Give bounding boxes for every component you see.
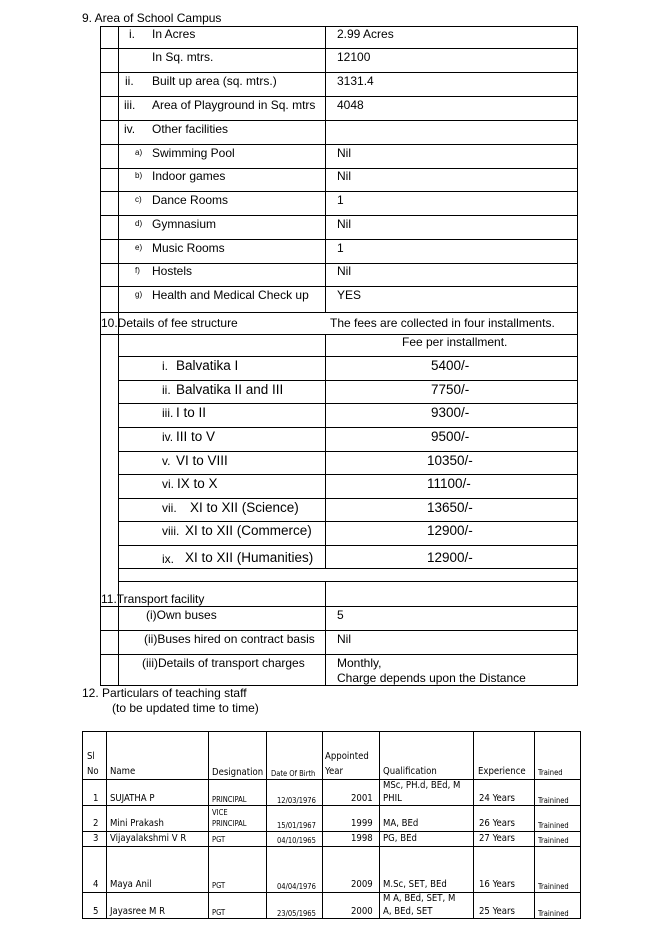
staff-trained: Trainined xyxy=(538,796,569,805)
transport-value: 5 xyxy=(337,608,344,622)
staff-no: 5 xyxy=(93,906,99,917)
fee-row-amount: 13650/- xyxy=(427,500,473,515)
fee-row-class: I to II xyxy=(176,405,207,420)
header-experience: Experience xyxy=(478,766,526,777)
row-number: iv. xyxy=(124,122,136,136)
row-number: c) xyxy=(135,195,142,204)
section-12-subtitle: (to be updated time to time) xyxy=(112,701,259,715)
header-appointed: Appointed xyxy=(325,751,369,762)
header-year: Year xyxy=(325,766,343,777)
row-number: b) xyxy=(135,171,143,180)
staff-dob: 04/10/1965 xyxy=(277,836,316,845)
staff-dob: 04/04/1976 xyxy=(277,882,316,891)
transport-value-detail: Charge depends upon the Distance xyxy=(337,671,526,685)
row-value: Nil xyxy=(337,169,351,183)
fee-row-amount: 9300/- xyxy=(431,405,470,420)
header-designation: Designation xyxy=(212,767,264,778)
staff-experience: 27 Years xyxy=(479,833,516,844)
staff-experience: 16 Years xyxy=(479,879,516,890)
row-value: 3131.4 xyxy=(337,74,374,88)
staff-year: 2001 xyxy=(351,793,373,804)
row-number: ii. xyxy=(125,74,134,88)
fee-note-per-installment: Fee per installment. xyxy=(402,335,508,349)
staff-designation: PRINCIPAL xyxy=(212,795,247,804)
fee-note-installments: The fees are collected in four installments. xyxy=(330,316,555,330)
fee-row-amount: 5400/- xyxy=(431,358,470,373)
staff-experience: 26 Years xyxy=(479,818,516,829)
header-qualification: Qualification xyxy=(383,766,437,777)
row-value: Nil xyxy=(337,146,351,160)
staff-qualification: PHIL xyxy=(383,793,402,804)
row-value: 4048 xyxy=(337,98,364,112)
staff-name: Vijayalakshmi V R xyxy=(110,833,187,844)
staff-designation: VICE xyxy=(212,808,228,817)
staff-qualification: M.Sc, SET, BEd xyxy=(383,879,447,890)
row-label: In Sq. mtrs. xyxy=(152,50,214,64)
transport-value: Monthly, xyxy=(337,656,382,670)
fee-row-number: v. xyxy=(162,454,171,468)
fee-row-number: vi. xyxy=(162,477,174,491)
staff-qualification: MA, BEd xyxy=(383,818,419,829)
transport-value: Nil xyxy=(337,632,351,646)
row-number: a) xyxy=(135,148,143,157)
fee-row-amount: 10350/- xyxy=(427,453,473,468)
header-dob: Date Of Birth xyxy=(271,769,316,778)
header-sl: Sl xyxy=(87,751,95,762)
row-value: Nil xyxy=(337,217,351,231)
staff-experience: 25 Years xyxy=(479,906,516,917)
row-label: Dance Rooms xyxy=(152,193,229,207)
row-label: In Acres xyxy=(152,27,196,41)
fee-row-class: VI to VIII xyxy=(176,453,228,468)
fee-row-number: viii. xyxy=(162,524,180,538)
fee-row-number: ii. xyxy=(162,383,171,397)
transport-label: (iii)Details of transport charges xyxy=(142,656,305,670)
staff-no: 4 xyxy=(93,879,99,890)
fee-row-class: XI to XII (Science) xyxy=(190,500,299,515)
fee-row-class: XI to XII (Commerce) xyxy=(185,523,312,538)
staff-qualification: MSc, PH.d, BEd, M xyxy=(383,780,461,791)
staff-trained: Trainined xyxy=(538,909,569,918)
staff-dob: 15/01/1967 xyxy=(277,821,316,830)
staff-trained: Trainined xyxy=(538,882,569,891)
row-value: 2.99 Acres xyxy=(337,27,394,41)
fee-row-number: ix. xyxy=(162,552,174,566)
staff-name: Mini Prakash xyxy=(110,818,164,829)
staff-trained: Trainined xyxy=(538,836,569,845)
staff-designation: PGT xyxy=(212,881,226,890)
staff-year: 2000 xyxy=(351,906,373,917)
section-10-title: 10.Details of fee structure xyxy=(101,316,238,330)
fee-row-amount: 11100/- xyxy=(427,476,471,491)
staff-no: 2 xyxy=(93,818,99,829)
staff-no: 1 xyxy=(93,793,99,804)
staff-year: 2009 xyxy=(351,879,373,890)
staff-name: Jayasree M R xyxy=(110,906,166,917)
row-number: d) xyxy=(135,219,143,228)
fee-row-class: Balvatika I xyxy=(176,358,239,373)
row-label: Gymnasium xyxy=(152,217,217,231)
staff-qualification: PG, BEd xyxy=(383,833,417,844)
section-12-title: 12. Particulars of teaching staff xyxy=(82,686,247,700)
header-no: No xyxy=(87,766,99,777)
fee-row-class: XI to XII (Humanities) xyxy=(185,550,314,565)
staff-name: Maya Anil xyxy=(110,879,152,890)
row-label: Area of Playground in Sq. mtrs xyxy=(152,98,316,112)
row-label: Other facilities xyxy=(152,122,229,136)
row-number: e) xyxy=(135,243,143,252)
staff-designation: PGT xyxy=(212,835,226,844)
row-number: f) xyxy=(135,266,140,275)
transport-label: (ii)Buses hired on contract basis xyxy=(144,632,315,646)
fee-row-amount: 12900/- xyxy=(427,550,473,565)
row-value: 1 xyxy=(337,193,344,207)
fee-row-amount: 7750/- xyxy=(431,382,470,397)
row-label: Built up area (sq. mtrs.) xyxy=(152,74,277,88)
fee-row-number: iii. xyxy=(162,406,174,420)
staff-designation: PGT xyxy=(212,908,226,917)
fee-row-class: Balvatika II and III xyxy=(176,382,284,397)
row-value: 12100 xyxy=(337,50,371,64)
section-11-title: 11.Transport facility xyxy=(101,592,205,606)
fee-row-number: vii. xyxy=(162,501,177,515)
header-name: Name xyxy=(110,766,136,777)
staff-qualification: M A, BEd, SET, M xyxy=(383,893,456,904)
fee-row-number: iv. xyxy=(162,430,174,444)
staff-experience: 24 Years xyxy=(479,793,516,804)
staff-designation: PRINCIPAL xyxy=(212,819,247,828)
row-label: Indoor games xyxy=(152,169,226,183)
staff-dob: 23/05/1965 xyxy=(277,909,316,918)
transport-label: (i)Own buses xyxy=(146,608,217,622)
header-trained: Trained xyxy=(538,768,563,777)
staff-year: 1999 xyxy=(351,818,373,829)
staff-no: 3 xyxy=(93,833,99,844)
staff-name: SUJATHA P xyxy=(110,793,155,804)
row-label: Hostels xyxy=(152,264,193,278)
row-label: Health and Medical Check up xyxy=(152,288,309,302)
row-number: iii. xyxy=(124,98,136,112)
fee-row-amount: 12900/- xyxy=(427,523,473,538)
row-number: i. xyxy=(129,27,135,41)
row-value: YES xyxy=(337,288,362,302)
staff-trained: Trainined xyxy=(538,821,569,830)
row-label: Swimming Pool xyxy=(152,146,235,160)
fee-row-class: IX to X xyxy=(177,476,218,491)
fee-row-number: i. xyxy=(162,359,168,373)
staff-dob: 12/03/1976 xyxy=(277,796,316,805)
staff-qualification: A, BEd, SET xyxy=(383,906,433,917)
fee-row-amount: 9500/- xyxy=(431,429,470,444)
row-value: Nil xyxy=(337,264,351,278)
staff-year: 1998 xyxy=(351,833,373,844)
row-value: 1 xyxy=(337,241,344,255)
section-9-title: 9. Area of School Campus xyxy=(82,11,222,25)
fee-row-class: III to V xyxy=(176,429,216,444)
row-label: Music Rooms xyxy=(152,241,225,255)
row-number: g) xyxy=(135,290,143,299)
